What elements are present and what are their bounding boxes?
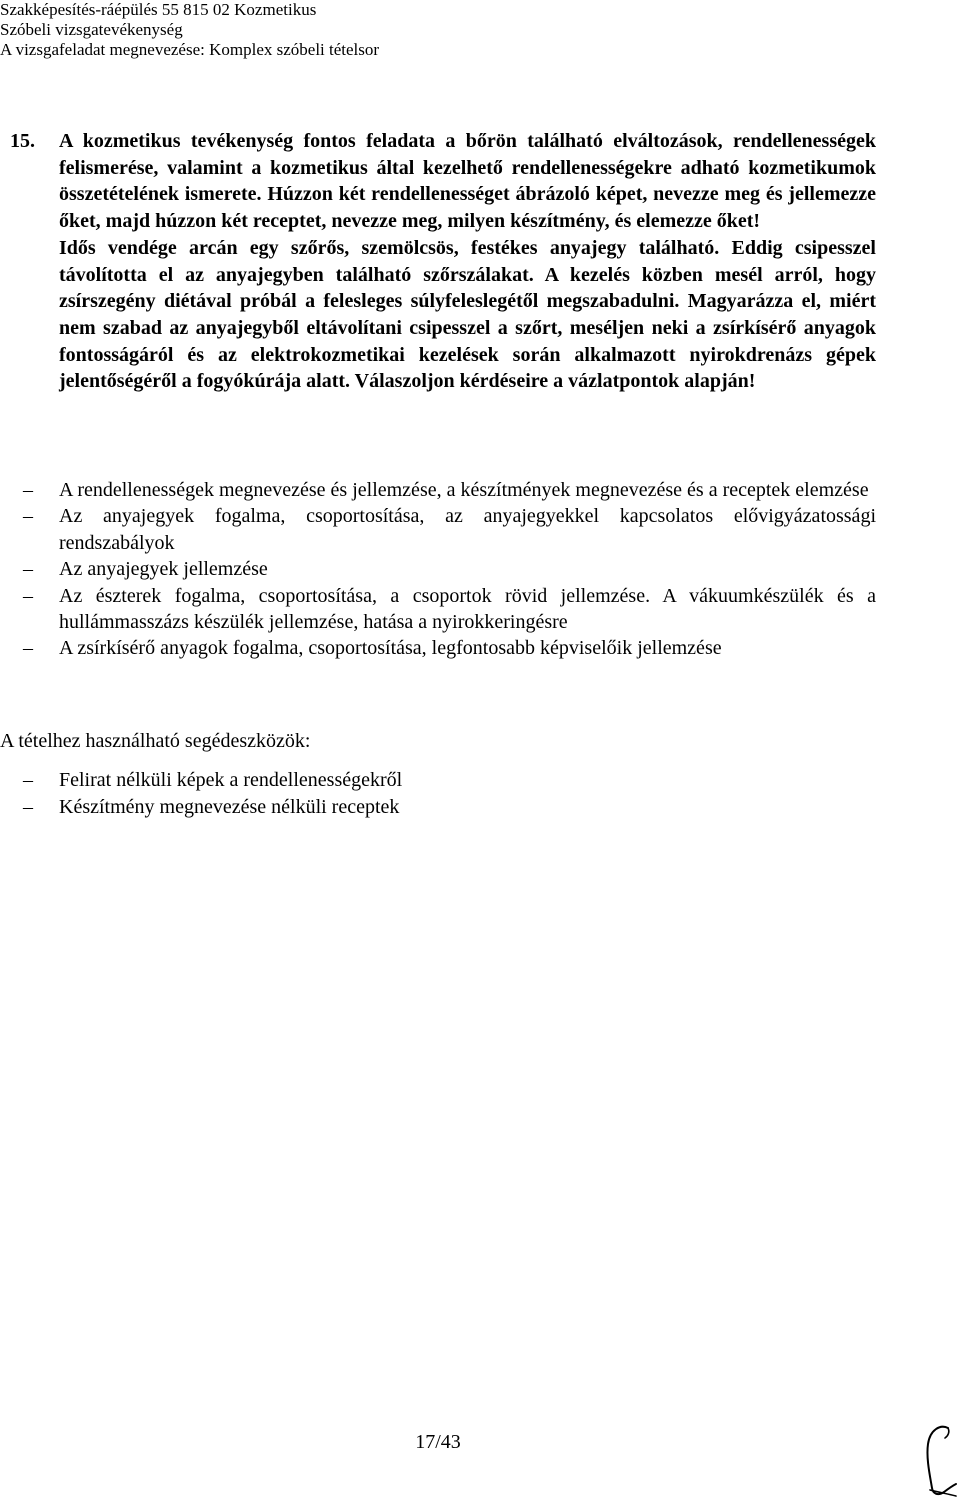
dash-bullet: – xyxy=(23,584,33,607)
dash-bullet: – xyxy=(23,796,33,818)
dash-bullet: – xyxy=(23,637,33,660)
list-item-text: Az anyajegyek jellemzése xyxy=(59,558,268,581)
outline-points-list xyxy=(23,477,876,662)
handwritten-signature-icon xyxy=(918,1420,958,1500)
task-number: 15. xyxy=(10,130,35,152)
list-item-text: A rendellenességek megnevezése és jellemzése, a készítmények megnevezése és a receptek elemzése xyxy=(59,479,869,501)
list-item-text: A zsírkísérő anyagok fogalma, csoportosítása, legfontosabb képviselőik jellemzése xyxy=(59,637,722,660)
dash-bullet: – xyxy=(23,769,33,791)
list-item xyxy=(23,477,876,503)
dash-bullet: – xyxy=(23,558,33,581)
list-item xyxy=(23,556,876,582)
list-item-text: Az észterek fogalma, csoportosítása, a csoportok rövid jellemzése. A vákuumkészülék és a hullámmasszázs készülék jellemzése, hatása a nyirokkeringésre xyxy=(59,584,876,634)
page-number: 17/43 xyxy=(415,1431,461,1453)
header-task-name: A vizsgafeladat megnevezése: Komplex szóbeli tételsor xyxy=(0,40,380,59)
tools-list xyxy=(23,767,876,821)
document-header xyxy=(0,0,379,60)
list-item-text: Az anyajegyek fogalma, csoportosítása, az anyajegyekkel kapcsolatos elővigyázatossági rendszabályok xyxy=(59,505,876,554)
list-item-text: Készítmény megnevezése nélküli receptek xyxy=(59,796,400,818)
list-item xyxy=(23,794,876,821)
list-item xyxy=(23,767,876,794)
tools-heading: A tételhez használható segédeszközök: xyxy=(0,730,311,752)
header-qualification: Szakképesítés-ráépülés 55 815 02 Kozmetikus xyxy=(0,0,317,19)
task-text xyxy=(59,128,876,395)
header-exam-activity: Szóbeli vizsgatevékenység xyxy=(0,20,183,39)
task-section xyxy=(10,128,876,395)
list-item-text: Felirat nélküli képek a rendellenességekről xyxy=(59,769,403,791)
task-paragraph-1: A kozmetikus tevékenység fontos feladata a bőrön található elváltozások, rendellenességek felismerése, valamint a kozmetikus által kezelhető rendellenességekre adható kozmetikumok összetételének ismerete. Húzzon két rendellenességet ábrázoló képet, nevezze meg és jellemezze őket, majd húzzon két receptet, nevezze meg, milyen készítmény, és elemezze őket! xyxy=(59,130,876,233)
list-item xyxy=(23,583,876,636)
list-item xyxy=(23,635,876,661)
dash-bullet: – xyxy=(23,505,33,528)
dash-bullet: – xyxy=(23,479,33,501)
task-paragraph-2: Idős vendége arcán egy szőrős, szemölcsös, festékes anyajegy található. Eddig csipesszel távolította el az anyajegyben található szőrszálakat. A kezelés közben mesél arról, hogy zsírszegény diétával próbál a felesleges súlyfeleslegétől megszabadulni. Magyarázza el, miért nem szabad az anyajegyből eltávolítani csipesszel a szőrt, meséljen neki a zsírkísérő anyagok fontosságáról és az elektrokozmetikai kezelések során alkalmazott nyirokdrenázs gépek jelentőségéről a fogyókúrája alatt. Válaszoljon kérdéseire a vázlatpontok alapján! xyxy=(59,236,876,393)
list-item xyxy=(23,503,876,556)
